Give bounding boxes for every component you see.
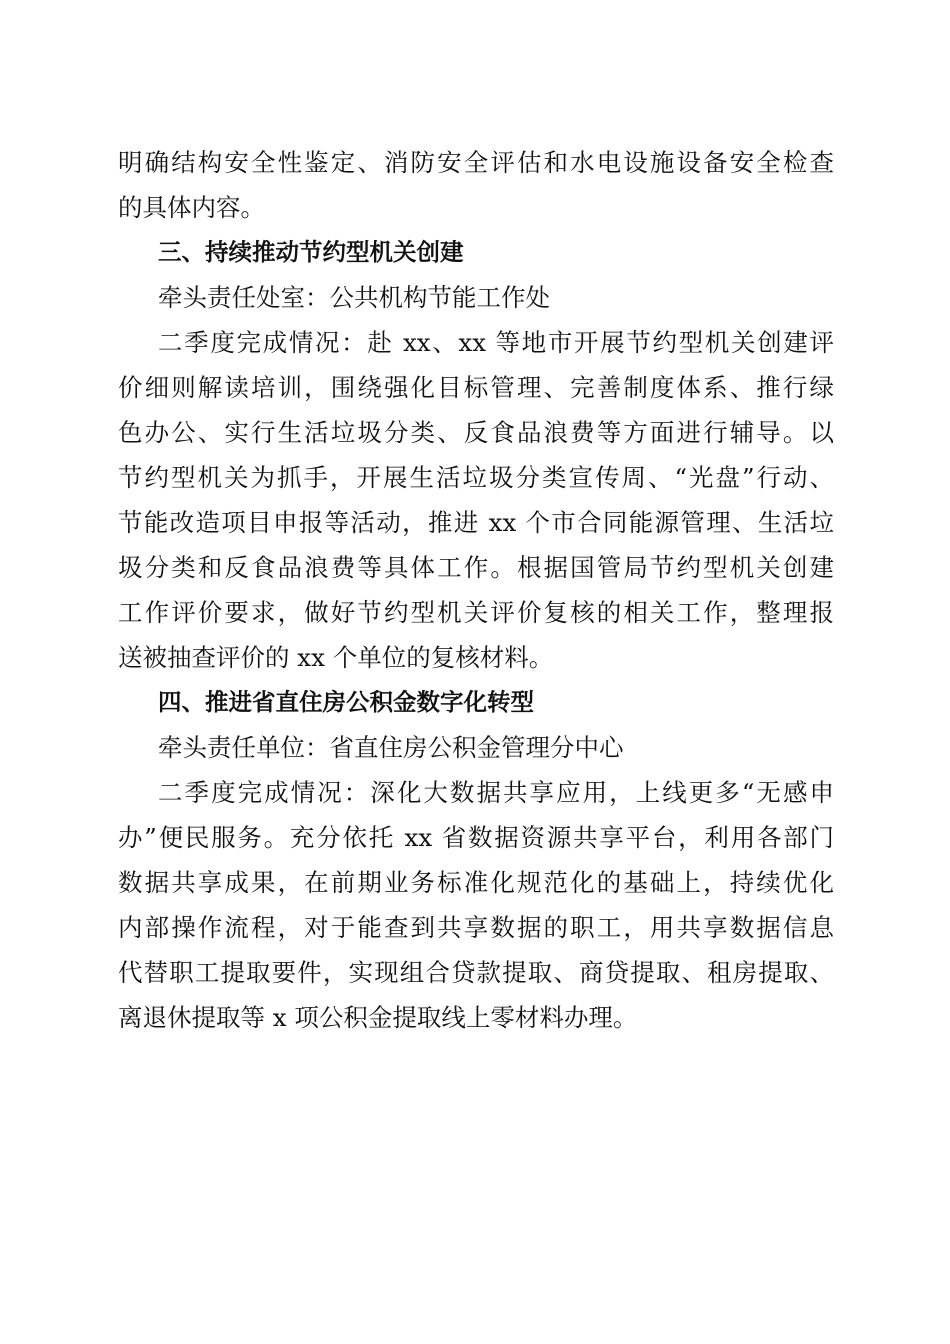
section-heading: 四、推进省直住房公积金数字化转型 <box>158 688 534 716</box>
body-line: 办”便民服务。充分依托 xx 省数据资源共享平台，利用各部门 <box>118 823 834 852</box>
body-line: 二季度完成情况：深化大数据共享应用，上线更多“无感申 <box>158 778 834 807</box>
body-line: 代替职工提取要件，实现组合贷款提取、商贷提取、租房提取、 <box>118 958 834 987</box>
body-line: 明确结构安全性鉴定、消防安全评估和水电设施设备安全检查 <box>118 148 834 177</box>
body-line: 工作评价要求，做好节约型机关评价复核的相关工作，整理报 <box>118 598 834 627</box>
body-line: 离退休提取等 x 项公积金提取线上零材料办理。 <box>118 1003 638 1032</box>
body-line: 的具体内容。 <box>118 193 265 222</box>
document-page <box>118 140 834 1040</box>
body-line: 色办公、实行生活垃圾分类、反食品浪费等方面进行辅导。以 <box>118 418 834 447</box>
body-line: 送被抽查评价的 xx 个单位的复核材料。 <box>118 643 554 672</box>
body-line: 节能改造项目申报等活动，推进 xx 个市合同能源管理、生活垃 <box>118 508 834 537</box>
body-line: 节约型机关为抓手，开展生活垃圾分类宣传周、“光盘”行动、 <box>118 463 834 492</box>
body-line: 内部操作流程，对于能查到共享数据的职工，用共享数据信息 <box>118 913 834 942</box>
body-line: 价细则解读培训，围绕强化目标管理、完善制度体系、推行绿 <box>118 373 834 402</box>
lead-department: 牵头责任处室：公共机构节能工作处 <box>158 283 550 312</box>
body-line: 数据共享成果，在前期业务标准化规范化的基础上，持续优化 <box>118 868 834 897</box>
body-line: 二季度完成情况：赴 xx、xx 等地市开展节约型机关创建评 <box>158 328 834 357</box>
section-heading: 三、持续推动节约型机关创建 <box>158 238 464 266</box>
body-line: 圾分类和反食品浪费等具体工作。根据国管局节约型机关创建 <box>118 553 834 582</box>
lead-unit: 牵头责任单位：省直住房公积金管理分中心 <box>158 733 624 762</box>
